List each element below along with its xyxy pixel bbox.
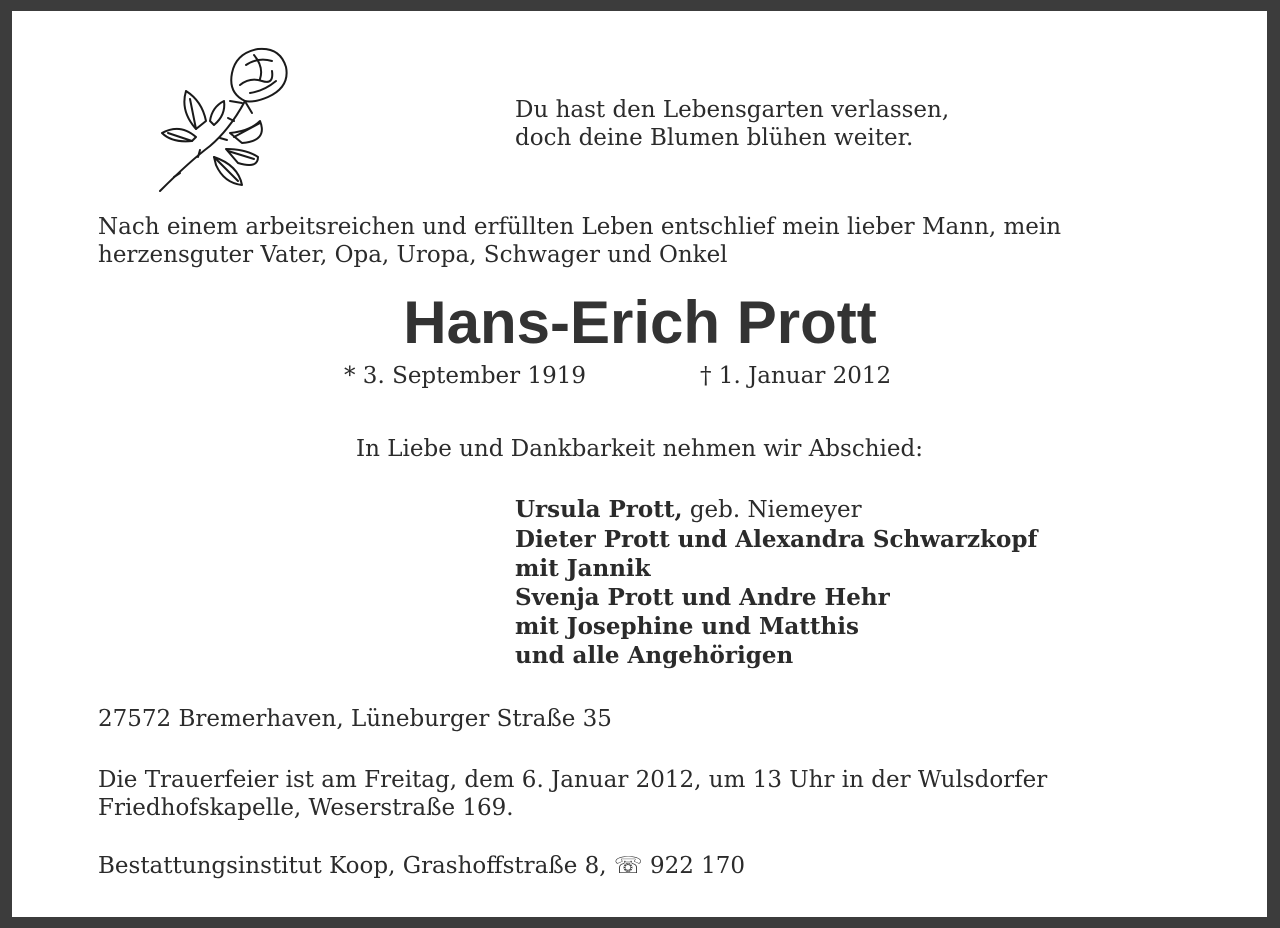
deceased-name: Hans-Erich Prott [403, 289, 877, 356]
intro-line-2: herzensguter Vater, Opa, Uropa, Schwager und Onkel [98, 242, 728, 268]
mourner-wife-maiden: geb. Niemeyer [689, 497, 862, 523]
rose-icon [150, 41, 290, 196]
birth-date: * 3. September 1919 [344, 363, 586, 389]
ceremony-info [98, 766, 1047, 822]
mourner-line: Dieter Prott und Alexandra Schwarzkopf [515, 526, 1038, 553]
mourner-line: mit Jannik [515, 555, 651, 582]
undertaker-info: Bestattungsinstitut Koop, Grashoffstraße 8, ☏ 922 170 [98, 853, 746, 879]
death-date: † 1. Januar 2012 [700, 363, 892, 389]
mourner-line: mit Josephine und Matthis [515, 613, 859, 640]
mourner-wife-name: Ursula Prott, [515, 496, 683, 523]
mourner-wife [515, 495, 1037, 525]
farewell-text: In Liebe und Dankbarkeit nehmen wir Abschied: [356, 436, 923, 462]
intro-text [98, 213, 1061, 269]
mourner-line: und alle Angehörigen [515, 642, 794, 669]
ceremony-line-2: Friedhofskapelle, Weserstraße 169. [98, 795, 514, 821]
motto [515, 96, 949, 152]
motto-line-2: doch deine Blumen blühen weiter. [515, 125, 914, 151]
intro-line-1: Nach einem arbeitsreichen und erfüllten Leben entschlief mein lieber Mann, mein [98, 214, 1062, 240]
mourners-list [515, 495, 1037, 670]
ceremony-line-1: Die Trauerfeier ist am Freitag, dem 6. Januar 2012, um 13 Uhr in der Wulsdorfer [98, 767, 1048, 793]
mourner-line: Svenja Prott und Andre Hehr [515, 584, 890, 611]
family-address: 27572 Bremerhaven, Lüneburger Straße 35 [98, 706, 612, 732]
obituary-card [12, 11, 1267, 917]
motto-line-1: Du hast den Lebensgarten verlassen, [515, 97, 950, 123]
